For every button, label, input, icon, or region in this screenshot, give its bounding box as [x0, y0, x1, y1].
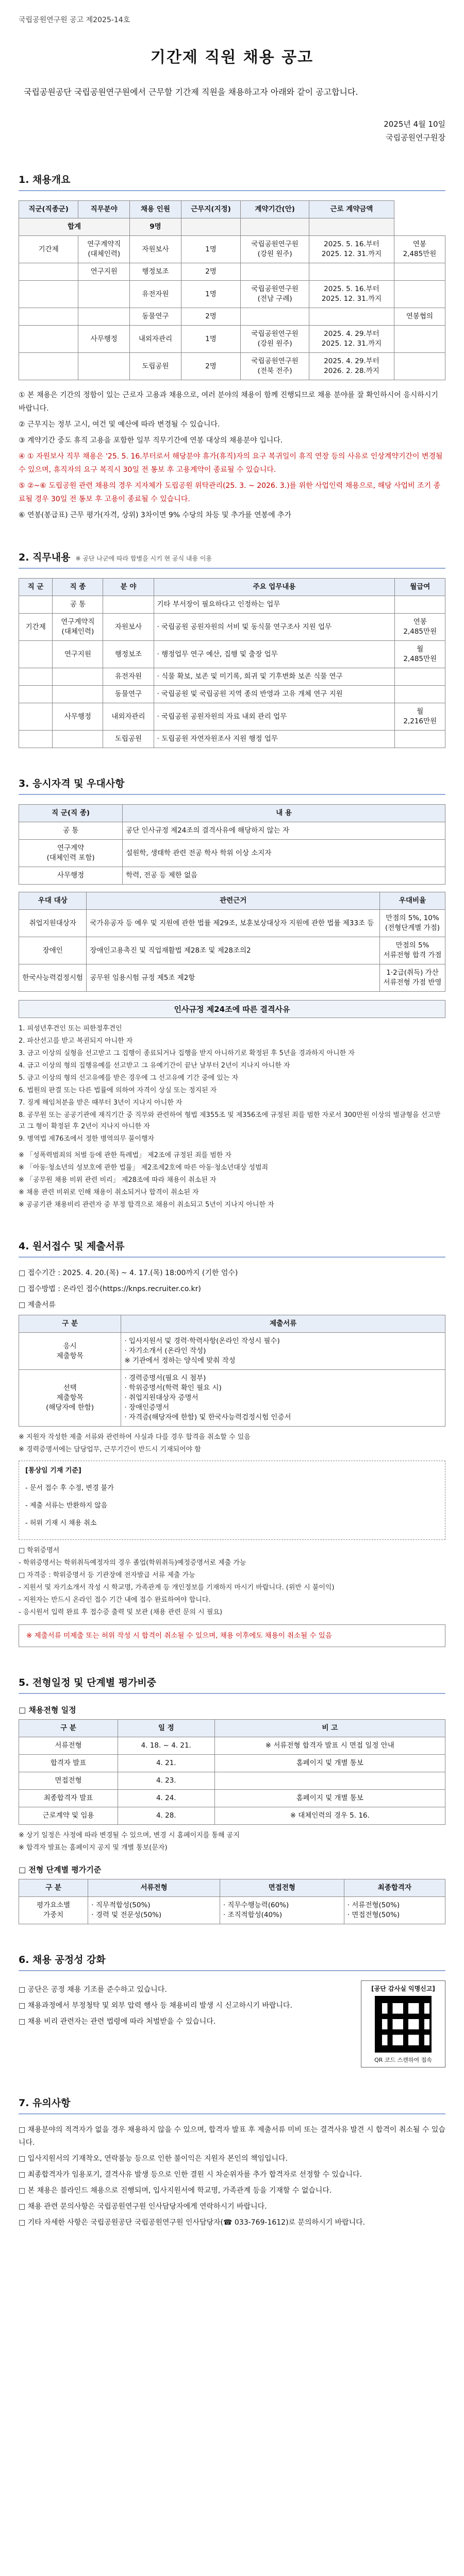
list-item: □ 자격증 : 학위증명서 등 기관장에 전자발급 서류 제출 가능 — [19, 1571, 195, 1579]
table-cell — [241, 218, 309, 236]
table-row — [19, 1807, 445, 1825]
table-cell: 합격자 발표 — [19, 1755, 118, 1772]
table-cell: 2025. 5. 16.부터 2025. 12. 31.까지 — [309, 281, 394, 308]
table-cell: · 국립공원 공원자원의 자료 내외 관리 업무 — [154, 703, 395, 731]
heading-text: 2. 직무내용 — [19, 552, 71, 563]
col-header: 서류전형 — [88, 1879, 220, 1897]
col-header: 면접전형 — [220, 1879, 344, 1897]
col-header: 최종합격자 — [344, 1879, 445, 1897]
table-cell: 자원보사 — [103, 614, 154, 641]
table-cell: 국립공원연구원 (강원 원주) — [241, 236, 309, 263]
table-cell — [19, 686, 53, 703]
table-row — [19, 308, 445, 326]
table-row — [19, 910, 445, 937]
table-cell: 평가요소별 가중치 — [19, 1897, 88, 1924]
heading-text: 4. 원서접수 및 제출서류 — [19, 1241, 125, 1252]
table-cell — [19, 668, 53, 686]
overview-notes — [19, 388, 445, 522]
list-item: - 제출 서류는 반환하지 않음 — [25, 1502, 108, 1510]
notice-number: 국립공원연구원 공고 제2025-14호 — [19, 16, 130, 24]
table-row — [19, 1897, 445, 1924]
list-item: □ 공단은 공정 채용 기조를 준수하고 있습니다. — [19, 1986, 167, 1994]
schedule-notes — [19, 1830, 445, 1854]
table-cell: 1명 — [181, 236, 240, 263]
table-cell: 4. 21. — [118, 1755, 214, 1772]
heading-text: 1. 채용개요 — [19, 174, 71, 185]
table-cell — [103, 596, 154, 614]
table-cell — [309, 263, 394, 281]
table-cell — [78, 281, 130, 308]
list-item: ① 본 채용은 기간의 정함이 있는 근로자 고용과 채용으로, 여러 분야의 채용이 함께 진행되므로 채용 분야를 잘 확인하시어 응시하시기 바랍니다. — [19, 391, 438, 413]
table-cell — [53, 686, 103, 703]
col-header: 제출서류 — [121, 1315, 445, 1333]
table-cell: 취업지원대상자 — [19, 910, 87, 937]
table-cell: 연봉협의 — [394, 308, 445, 326]
table-cell: 도립공원 — [103, 731, 154, 748]
table-cell: 유전자원 — [130, 281, 181, 308]
table-cell: 도립공원 — [130, 353, 181, 380]
documents-after-notes — [19, 1545, 445, 1618]
table-cell — [395, 668, 445, 686]
table-cell: 응시 제출항목 — [19, 1333, 121, 1370]
table-cell: 기간제 — [19, 236, 78, 263]
qr-caption: QR 코드 스캔하여 접속 — [374, 2057, 432, 2063]
heading-text: 3. 응시자격 및 우대사항 — [19, 778, 125, 789]
page-title: 기간제 직원 채용 공고 — [150, 48, 314, 66]
list-item: ④ ① 자원보사 직무 채용은 '25. 5. 16.부터로서 해당분야 휴가(휴직)자의 요구 복귀일이 휴직 연장 등의 사유로 인상계약기간이 변경될 수 있으며, 휴직자의 요구 복직시 30일 전 통보 후 고용계약이 종료될 수 있습니다. — [19, 452, 443, 474]
evaluation-table — [19, 1879, 445, 1924]
table-cell: 월 2,216만원 — [395, 703, 445, 731]
intro-text: 국립공원공단 국립공원연구원에서 근무할 기간제 직원을 채용하고자 아래와 같이 공고합니다. — [24, 87, 358, 97]
issue-date-block — [19, 117, 445, 144]
section-heading-cautions — [19, 2095, 445, 2114]
exclusion-list — [19, 1023, 445, 1145]
table-row — [19, 731, 445, 748]
application-info — [19, 1267, 445, 1312]
col-header: 근무지(지정) — [181, 201, 240, 218]
table-cell — [241, 263, 309, 281]
table-cell: 2025. 4. 29.부터 2025. 12. 31.까지 — [309, 326, 394, 353]
col-header: 주요 업무내용 — [154, 579, 395, 596]
section-heading-application — [19, 1239, 445, 1258]
evaluation-title: □ 전형 단계별 평가기준 — [19, 1865, 102, 1874]
table-cell — [19, 326, 78, 353]
table-cell — [395, 731, 445, 748]
table-cell — [53, 668, 103, 686]
list-item: - 응시원서 입력 완료 후 접수증 출력 및 보관 (채용 관련 문의 시 필요) — [19, 1608, 223, 1616]
table-cell: 연봉 2,485만원 — [395, 614, 445, 641]
table-cell: 국립공원연구원 (강원 원주) — [241, 326, 309, 353]
section-heading-duties — [19, 550, 445, 569]
list-item: ⑥ 연봉(봉급표) 근무 평가(자격, 상위) 3차이면 9% 수당의 차등 및 추가를 연봉에 추가 — [19, 511, 292, 519]
col-header: 우대 대상 — [19, 892, 87, 910]
table-cell: 면접전형 — [19, 1772, 118, 1790]
table-cell — [241, 308, 309, 326]
list-item: 6. 법원의 판결 또는 다른 법률에 의하여 자격이 상실 또는 정지된 자 — [19, 1087, 217, 1094]
table-cell: 장애인 — [19, 937, 87, 964]
table-cell: 연봉 2,485만원 — [394, 236, 445, 263]
table-cell: 유전자원 — [103, 668, 154, 686]
table-cell: ※ 대체인력의 경우 5. 16. — [214, 1807, 445, 1825]
list-item: ※ 「성폭력범죄의 처벌 등에 관한 특례법」 제2조에 규정된 죄를 범한 자 — [19, 1151, 231, 1159]
warning-box: ※ 제출서류 미제출 또는 허위 작성 시 합격이 취소될 수 있으며, 채용 이후에도 채용이 취소될 수 있음 — [19, 1624, 445, 1647]
documents-notes — [19, 1432, 445, 1455]
table-row — [19, 840, 445, 867]
table-cell: 기타 부서장이 필요하다고 인정하는 업무 — [154, 596, 395, 614]
table-cell: 사무행정 — [53, 703, 103, 731]
table-cell: 연구지원 — [78, 263, 130, 281]
table-cell: 동물연구 — [103, 686, 154, 703]
list-item: 5. 금고 이상의 형의 선고유예를 받은 경우에 그 선고유예 기간 중에 있는 자 — [19, 1074, 239, 1082]
table-cell — [395, 596, 445, 614]
list-item: ※ 「공무원 채용 비위 관련 비리」 제28조에 따라 채용이 취소된 자 — [19, 1176, 217, 1184]
table-cell: 2명 — [181, 353, 240, 380]
list-item: ※ 「아동·청소년의 성보호에 관한 법률」 제2조제2호에 따른 아동·청소년대상 성범죄 — [19, 1164, 269, 1172]
col-header: 우대비율 — [380, 892, 445, 910]
table-cell: 근로계약 및 임용 — [19, 1807, 118, 1825]
table-row — [19, 964, 445, 992]
documents-title: □ 제출서류 — [19, 1301, 56, 1309]
list-item: 2. 파산선고를 받고 복권되지 아니한 자 — [19, 1037, 133, 1045]
list-item: - 허위 기재 시 채용 취소 — [25, 1519, 97, 1527]
col-header: 일 정 — [118, 1720, 214, 1737]
table-cell: 1·2급(취득) 가산 서류전형 가점 반영 — [380, 964, 445, 992]
table-cell: 연구지원 — [53, 641, 103, 668]
list-item: 3. 금고 이상의 실형을 선고받고 그 집행이 종료되거나 집행을 받지 아니하기로 확정된 후 5년을 경과하지 아니한 자 — [19, 1049, 355, 1057]
table-cell: 2명 — [181, 263, 240, 281]
exclusion-extra-list — [19, 1150, 445, 1211]
table-cell: 행정보조 — [103, 641, 154, 668]
cautions-list — [19, 2124, 445, 2229]
schedule-title: □ 채용전형 일정 — [19, 1705, 76, 1715]
table-cell: · 직무수행능력(60%) · 조직적합성(40%) — [220, 1897, 344, 1924]
fairness-list — [19, 1980, 292, 2031]
table-cell: 4. 24. — [118, 1790, 214, 1807]
table-cell: 9명 — [130, 218, 181, 236]
table-cell: 내외자관리 — [103, 703, 154, 731]
col-header: 채용 인원 — [130, 201, 181, 218]
table-cell: 학력, 전공 등 제한 없음 — [123, 867, 445, 885]
list-item: ※ 지원자 작성한 제출 서류와 관련하여 사실과 다를 경우 합격을 취소할 수 있음 — [19, 1433, 251, 1441]
qr-title: [공단 감사실 익명신고] — [371, 1985, 435, 1992]
application-period: □ 접수기간 : 2025. 4. 20.(목) ~ 4. 17.(목) 18:00까지 (기한 엄수) — [19, 1269, 238, 1277]
section-heading-fairness — [19, 1952, 445, 1971]
table-cell — [181, 218, 240, 236]
table-cell: 국립공원연구원 (전북 전주) — [241, 353, 309, 380]
table-row — [19, 1772, 445, 1790]
table-cell — [78, 353, 130, 380]
table-row — [19, 353, 445, 380]
col-header: 분 야 — [103, 579, 154, 596]
list-item: - 지원서 및 자기소개서 작성 시 학교명, 가족관계 등 개인정보를 기재하지 마시기 바랍니다. (위반 시 불이익) — [19, 1584, 335, 1591]
col-header: 계약기간(안) — [241, 201, 309, 218]
list-item: ※ 공공기관 채용비리 관련자 중 부정 합격으로 채용이 취소되고 5년이 지나지 아니한 자 — [19, 1201, 274, 1209]
col-header: 직 군 — [19, 579, 53, 596]
table-cell — [19, 731, 53, 748]
table-cell: 설원학, 생태학 관련 전공 학사 학위 이상 소지자 — [123, 840, 445, 867]
table-cell — [394, 281, 445, 308]
table-cell — [19, 263, 78, 281]
heading-text: 5. 전형일정 및 단계별 평가비중 — [19, 1677, 157, 1688]
table-cell: 공무원 임용시험 규정 제5조 제2항 — [87, 964, 380, 992]
table-cell: 동물연구 — [130, 308, 181, 326]
table-row — [19, 326, 445, 353]
col-header: 구 분 — [19, 1720, 118, 1737]
list-item: 8. 공무원 또는 공공기관에 재직기간 중 직무와 관련하여 형법 제355조 및 제356조에 규정된 죄를 범한 자로서 300만원 이상의 벌금형을 선고받고 그 형이 확정된 후 2년이 지나지 아니한 자 — [19, 1111, 441, 1130]
table-row — [19, 1755, 445, 1772]
table-cell: 서류전형 — [19, 1737, 118, 1755]
col-header: 근로 계약금액 — [309, 201, 394, 218]
col-header: 관련근거 — [87, 892, 380, 910]
list-item: 9. 병역법 제76조에서 정한 병역의무 불이행자 — [19, 1135, 155, 1143]
table-cell: 국가유공자 등 예우 및 지원에 관한 법률 제29조, 보훈보상대상자 지원에 관한 법률 제33조 등 — [87, 910, 380, 937]
list-item: - 지원자는 반드시 온라인 접수 기간 내에 접수 완료하여야 합니다. — [19, 1596, 211, 1604]
list-item: □ 채용 관련 문의사항은 국립공원연구원 인사담당자에게 연락하시기 바랍니다. — [19, 2202, 267, 2211]
list-item: □ 기타 자세한 사항은 국립공원공단 국립공원연구원 인사담당자(☎ 033-769-1612)로 문의하시기 바랍니다. — [19, 2218, 366, 2227]
table-row-total — [19, 218, 445, 236]
col-header: 내 용 — [123, 805, 445, 822]
exclusion-title: 인사규정 제24조에 따른 결격사유 — [19, 1000, 445, 1018]
table-cell — [309, 218, 394, 236]
table-cell: 장애인고용촉진 및 직업재활법 제28조 및 제28조의2 — [87, 937, 380, 964]
table-row — [19, 822, 445, 840]
list-item: □ 입사지원서의 기재착오, 연락불능 등으로 인한 불이익은 지원자 본인의 책임입니다. — [19, 2155, 288, 2163]
list-item: ※ 채용 관련 비위로 인해 채용이 취소되거나 합격이 취소된 자 — [19, 1189, 199, 1196]
table-cell: 공 통 — [19, 822, 123, 840]
list-item: - 학위증명서는 학위취득예정자의 경우 졸업(학위취득)예정증명서로 제출 가능 — [19, 1559, 246, 1567]
issuing-org: 국립공원연구원장 — [386, 133, 445, 142]
section-heading-overview — [19, 172, 445, 191]
table-row — [19, 686, 445, 703]
table-cell — [395, 686, 445, 703]
col-header: 직무분야 — [78, 201, 130, 218]
fairness-block — [19, 1980, 445, 2067]
table-cell: 월 2,485만원 — [395, 641, 445, 668]
table-row — [19, 1370, 445, 1427]
list-item: ※ 상기 일정은 사정에 따라 변경될 수 있으며, 변경 시 홈페이지를 통해 공지 — [19, 1832, 240, 1839]
heading-subtext: ※ 공단 나군에 따라 합병을 시키 현 공식 내용 이용 — [75, 555, 212, 562]
table-cell — [309, 308, 394, 326]
table-cell: 공 통 — [53, 596, 103, 614]
table-row — [19, 1737, 445, 1755]
table-cell: · 행정업무 연구 예산, 집행 및 출장 업무 — [154, 641, 395, 668]
list-item: ※ 경력증명서에는 담당업무, 근무기간이 반드시 기재되어야 함 — [19, 1446, 201, 1453]
list-item: 1. 피성년후견인 또는 피한정후견인 — [19, 1025, 122, 1032]
col-header: 구 분 — [19, 1315, 121, 1333]
col-header: 직 종 — [53, 579, 103, 596]
col-header: 직군(직종군) — [19, 201, 78, 218]
table-cell: 내외자관리 — [130, 326, 181, 353]
table-cell: 사무행정 — [78, 326, 130, 353]
heading-text: 7. 유의사항 — [19, 2097, 71, 2109]
overview-table — [19, 200, 445, 380]
list-item: ⑤ ②~⑥ 도립공원 관련 채용의 경우 지자체가 도립공원 위탁관리(25. 3. ~ 2026. 3.)를 위한 사업인력 채용으로, 해당 사업비 조기 종료될 경우 30일 전 통보 후 고용이 종료될 수 있습니다. — [19, 482, 441, 503]
table-cell: · 직무적합성(50%) · 경력 및 전문성(50%) — [88, 1897, 220, 1924]
table-row — [19, 668, 445, 686]
table-cell: 홈페이지 및 개별 통보 — [214, 1790, 445, 1807]
col-header: 월급여 — [395, 579, 445, 596]
section-heading-eligibility — [19, 776, 445, 795]
col-header: 비 고 — [214, 1720, 445, 1737]
table-cell: 2025. 4. 29.부터 2026. 2. 28.까지 — [309, 353, 394, 380]
table-cell: 만점의 5%, 10% (전형단계별 가점) — [380, 910, 445, 937]
table-cell: 행정보조 — [130, 263, 181, 281]
table-cell: 선택 제출항목 (해당자에 한함) — [19, 1370, 121, 1427]
table-cell: 1명 — [181, 281, 240, 308]
table-cell: · 식물 확보, 보존 및 미기록, 희귀 및 기후변화 보존 식물 연구 — [154, 668, 395, 686]
list-item: □ 최종합격자가 임용포기, 결격사유 발생 등으로 인한 결원 시 차순위자를 추가 합격자로 선정할 수 있습니다. — [19, 2171, 362, 2179]
list-item: 4. 금고 이상의 형의 집행유예를 선고받고 그 유예기간이 끝난 날부터 2년이 지나지 아니한 자 — [19, 1062, 290, 1070]
table-cell — [394, 353, 445, 380]
table-cell — [19, 353, 78, 380]
criteria-box-title: [통상임 기재 기준] — [25, 1467, 81, 1475]
col-header: 직 군(직 종) — [19, 805, 123, 822]
list-item: ※ 합격자 발표는 홈페이지 공지 및 개별 통보(문자) — [19, 1844, 168, 1852]
table-cell — [19, 703, 53, 731]
issue-date: 2025년 4월 10일 — [384, 120, 445, 129]
list-item: □ 채용 비리 관련자는 관련 법령에 따라 처벌받을 수 있습니다. — [19, 2018, 216, 2026]
table-cell: 기간제 — [19, 614, 53, 641]
list-item: 7. 징계 해임처분을 받은 때부터 3년이 지나지 아니한 자 — [19, 1099, 183, 1107]
table-cell: 연구계약직 (대체인력) — [78, 236, 130, 263]
table-cell: 합계 — [19, 218, 130, 236]
table-cell — [19, 308, 78, 326]
preference-table — [19, 892, 445, 992]
application-method: □ 접수방법 : 온라인 접수(https://knps.recruiter.co.kr) — [19, 1285, 201, 1293]
table-cell: ※ 서류전형 합격자 발표 시 면접 일정 안내 — [214, 1737, 445, 1755]
list-item: □ 본 채용은 블라인드 채용으로 진행되며, 입사지원서에 학교명, 가족관계 등을 기재할 수 없습니다. — [19, 2187, 332, 2195]
table-cell — [394, 326, 445, 353]
table-cell: 연구계약직 (대체인력) — [53, 614, 103, 641]
table-cell: 4. 23. — [118, 1772, 214, 1790]
table-row — [19, 937, 445, 964]
table-cell: · 서류전형(50%) · 면접전형(50%) — [344, 1897, 445, 1924]
table-row — [19, 641, 445, 668]
table-cell — [53, 731, 103, 748]
schedule-table — [19, 1719, 445, 1825]
table-cell — [394, 263, 445, 281]
table-cell: 공단 인사규정 제24조의 결격사유에 해당하지 않는 자 — [123, 822, 445, 840]
table-cell: 4. 28. — [118, 1807, 214, 1825]
table-cell — [214, 1772, 445, 1790]
table-cell — [19, 641, 53, 668]
criteria-box — [19, 1461, 445, 1540]
list-item: □ 학위증명서 — [19, 1547, 60, 1554]
list-item: ③ 계약기간 중도 휴직 고용을 포함한 일부 직무기간에 연봉 대상의 채용분야 입니다. — [19, 436, 283, 445]
table-cell: 최종합격자 발표 — [19, 1790, 118, 1807]
duties-table — [19, 578, 445, 748]
table-cell: 2명 — [181, 308, 240, 326]
table-row — [19, 1333, 445, 1370]
table-cell — [78, 308, 130, 326]
table-cell: 4. 18. ~ 4. 21. — [118, 1737, 214, 1755]
table-row — [19, 596, 445, 614]
heading-text: 6. 채용 공정성 강화 — [19, 1954, 106, 1965]
table-cell: · 국립공원 공원자원의 서비 및 동식물 연구조사 지원 업무 — [154, 614, 395, 641]
table-cell: 1명 — [181, 326, 240, 353]
table-cell: 한국사능력검정시험 — [19, 964, 87, 992]
table-cell: 연구계약 (대체인력 포함) — [19, 840, 123, 867]
list-item: - 문서 접수 후 수정, 변경 불가 — [25, 1484, 114, 1492]
qr-code-icon[interactable] — [375, 1996, 432, 2053]
table-row — [19, 614, 445, 641]
documents-table — [19, 1315, 445, 1427]
table-row — [19, 263, 445, 281]
table-cell: 자원보사 — [130, 236, 181, 263]
table-cell — [19, 596, 53, 614]
qr-report-box[interactable] — [361, 1980, 445, 2067]
table-cell: · 경력증명서(필요 시 첨부) · 학위증명서(학력 확인 필요 시) · 취업지원대상자 증명서 · 장애인증명서 · 자격증(해당자에 한함) 및 한국사능력검정시험 인증서 — [121, 1370, 445, 1427]
table-cell — [19, 281, 78, 308]
list-item: □ 채용과정에서 부정청탁 및 외부 압력 행사 등 채용비리 발생 시 신고하시기 바랍니다. — [19, 2002, 292, 2010]
table-row — [19, 281, 445, 308]
list-item: □ 채용분야의 적격자가 없을 경우 채용하지 않을 수 있으며, 합격자 발표 후 제출서류 미비 또는 결격사유 발견 시 합격이 취소될 수 있습니다. — [19, 2126, 445, 2147]
table-cell: 사무행정 — [19, 867, 123, 885]
table-cell: · 국립공원 및 국립공원 지역 종의 반영과 고유 개체 연구 지원 — [154, 686, 395, 703]
col-header: 구 분 — [19, 1879, 88, 1897]
section-heading-schedule — [19, 1675, 445, 1694]
table-cell: · 입사지원서 및 경력·학력사항(온라인 작성시 필수) · 자기소개서 (온라인 작성) ※ 기관에서 정하는 양식에 맞춰 작성 — [121, 1333, 445, 1370]
eligibility-table — [19, 804, 445, 885]
table-row — [19, 1790, 445, 1807]
table-cell: 만점의 5% 서류전형 합격 가점 — [380, 937, 445, 964]
table-cell: · 도립공원 자연자원조사 지원 행정 업무 — [154, 731, 395, 748]
table-row — [19, 236, 445, 263]
table-cell: 홈페이지 및 개별 통보 — [214, 1755, 445, 1772]
table-row — [19, 867, 445, 885]
table-cell: 국립공원연구원 (전남 구례) — [241, 281, 309, 308]
list-item: ② 근무지는 정부 고시, 여건 및 예산에 따라 변경될 수 있습니다. — [19, 420, 220, 429]
table-cell: 2025. 5. 16.부터 2025. 12. 31.까지 — [309, 236, 394, 263]
table-row — [19, 703, 445, 731]
